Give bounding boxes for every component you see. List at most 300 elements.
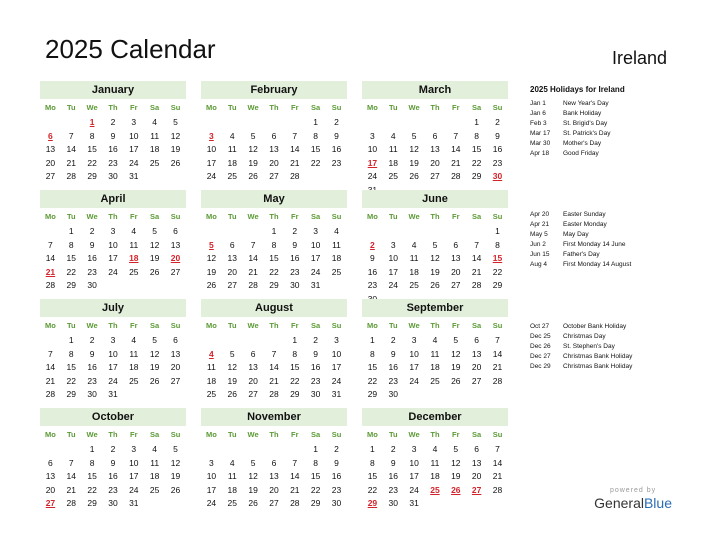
- day-cell: 24: [206, 498, 217, 508]
- weekday-label: Mo: [367, 103, 378, 112]
- day-cell: 25: [430, 375, 440, 386]
- day-cell: 20: [248, 375, 258, 386]
- weekday-label: Mo: [45, 103, 56, 112]
- month-name: February: [201, 81, 347, 99]
- holiday-day-cell: 30: [492, 171, 503, 181]
- day-cell: 29: [492, 280, 503, 290]
- day-cell: 17: [129, 471, 139, 481]
- month-august: [201, 299, 347, 402]
- week-row: [201, 130, 347, 144]
- day-cell: 4: [152, 117, 157, 127]
- day-cell: 17: [409, 362, 419, 372]
- day-cell: 26: [170, 157, 181, 168]
- day-cell: 9: [89, 239, 95, 250]
- weekday-header-row: [362, 209, 508, 225]
- day-cell: 16: [388, 471, 398, 481]
- weekday-label: We: [408, 103, 420, 112]
- holiday-item: [530, 99, 610, 109]
- day-cell: [264, 116, 285, 130]
- day-cell: 3: [370, 130, 375, 141]
- day-cell: 2: [89, 335, 95, 345]
- day-cell: 18: [149, 144, 160, 154]
- week-row: [362, 334, 508, 348]
- day-cell: 12: [227, 362, 237, 372]
- day-cell: 22: [66, 375, 76, 386]
- weekday-label: Th: [430, 212, 440, 221]
- weekday-label: Tu: [227, 212, 237, 221]
- weekday-label: Mo: [45, 430, 56, 439]
- holiday-name: Father's Day: [563, 251, 600, 258]
- day-cell: 26: [248, 498, 258, 508]
- day-cell: [445, 116, 466, 130]
- day-cell: 22: [310, 484, 321, 495]
- day-cell: 3: [209, 457, 214, 468]
- weekday-label: We: [247, 212, 259, 221]
- day-cell: 5: [250, 457, 256, 468]
- day-cell: 2: [89, 226, 95, 236]
- day-cell: 7: [495, 335, 500, 345]
- day-cell: 4: [152, 444, 157, 454]
- holiday-day-cell: 27: [45, 498, 56, 508]
- weekday-label: Sa: [472, 321, 482, 330]
- weekday-label: Mo: [367, 430, 378, 439]
- day-cell: 29: [290, 389, 300, 399]
- day-cell: 28: [45, 389, 56, 399]
- day-cell: 14: [492, 348, 503, 359]
- day-cell: 19: [248, 157, 258, 168]
- day-cell: 6: [48, 457, 53, 468]
- day-cell: 1: [495, 226, 500, 236]
- day-cell: 8: [89, 130, 95, 141]
- day-cell: 10: [388, 253, 398, 263]
- holiday-name: October Bank Holiday: [563, 323, 627, 330]
- day-cell: 22: [310, 157, 321, 168]
- weekday-label: We: [408, 212, 420, 221]
- day-cell: 4: [432, 444, 438, 454]
- day-cell: 5: [411, 130, 417, 141]
- day-cell: 20: [45, 157, 56, 168]
- holiday-name: Christmas Bank Holiday: [563, 353, 633, 360]
- day-cell: [264, 334, 285, 348]
- day-cell: 13: [227, 253, 237, 263]
- day-cell: 15: [290, 362, 300, 372]
- weekday-label: Mo: [367, 212, 378, 221]
- day-cell: 6: [271, 130, 277, 141]
- week-row: [362, 497, 508, 511]
- day-cell: 30: [388, 498, 398, 508]
- day-cell: 22: [269, 266, 279, 277]
- day-cell: 24: [409, 484, 419, 495]
- day-cell: [466, 497, 487, 511]
- day-cell: 11: [227, 471, 237, 481]
- month-november: [201, 408, 347, 511]
- month-september: [362, 299, 508, 402]
- holiday-name: Bank Holiday: [563, 110, 602, 117]
- month-name: May: [201, 190, 347, 208]
- day-cell: 13: [430, 144, 440, 154]
- day-cell: [165, 279, 186, 293]
- weekday-label: We: [408, 321, 420, 330]
- day-cell: 9: [89, 348, 95, 359]
- day-cell: 20: [471, 471, 482, 481]
- day-cell: 12: [248, 144, 258, 154]
- day-cell: 25: [129, 375, 139, 386]
- day-cell: 12: [206, 253, 217, 263]
- holiday-name: Mother's Day: [563, 140, 602, 147]
- brand-name: [594, 495, 672, 512]
- day-cell: 9: [110, 130, 116, 141]
- week-row: [201, 143, 347, 157]
- day-cell: 29: [87, 171, 97, 181]
- day-cell: 1: [89, 444, 95, 454]
- week-row: [362, 279, 508, 293]
- day-cell: 25: [129, 266, 139, 277]
- week-row: [362, 484, 508, 498]
- holiday-item: [530, 210, 631, 220]
- day-cell: 16: [108, 144, 118, 154]
- day-cell: 31: [409, 498, 419, 508]
- day-cell: 22: [87, 157, 97, 168]
- day-cell: 10: [206, 144, 217, 154]
- day-cell: 11: [332, 239, 341, 250]
- day-cell: 11: [388, 144, 398, 154]
- month-name: July: [40, 299, 186, 317]
- day-cell: 20: [471, 362, 482, 372]
- day-cell: 19: [170, 471, 181, 481]
- day-cell: 2: [334, 117, 339, 127]
- day-cell: 23: [290, 266, 300, 277]
- day-cell: 13: [471, 348, 482, 359]
- day-cell: 9: [495, 130, 500, 141]
- weekday-label: Tu: [66, 212, 76, 221]
- weekday-label: Fr: [291, 212, 299, 221]
- day-cell: 11: [409, 253, 419, 263]
- weekday-label: Su: [331, 103, 342, 112]
- day-cell: 9: [334, 130, 339, 141]
- week-row: [201, 239, 347, 253]
- weekday-label: Fr: [291, 430, 299, 439]
- week-row: [362, 266, 508, 280]
- day-cell: 17: [206, 484, 217, 495]
- weekday-label: Fr: [452, 212, 460, 221]
- day-cell: 28: [290, 171, 300, 181]
- day-cell: 10: [331, 348, 342, 359]
- week-row: [201, 279, 347, 293]
- day-cell: 11: [129, 239, 139, 250]
- day-cell: [123, 388, 144, 402]
- day-cell: 26: [149, 375, 160, 386]
- day-cell: 12: [248, 471, 258, 481]
- weekday-label: Fr: [130, 430, 138, 439]
- day-cell: [165, 388, 186, 402]
- week-row: [40, 361, 186, 375]
- day-cell: 19: [451, 471, 461, 481]
- day-cell: 13: [170, 239, 181, 250]
- day-cell: 5: [250, 130, 256, 141]
- day-cell: 7: [68, 457, 74, 468]
- day-cell: 30: [108, 498, 118, 508]
- day-cell: [201, 116, 222, 130]
- week-rows: [40, 225, 186, 293]
- day-cell: 16: [492, 144, 503, 154]
- day-cell: 2: [495, 117, 500, 127]
- day-cell: 2: [390, 335, 396, 345]
- powered-by-label: powered by: [609, 487, 657, 494]
- weekday-label: Tu: [66, 103, 76, 112]
- month-february: [201, 81, 347, 184]
- month-name: April: [40, 190, 186, 208]
- day-cell: 10: [129, 457, 139, 468]
- day-cell: 12: [170, 130, 181, 141]
- week-rows: [201, 225, 347, 293]
- week-row: [201, 170, 347, 184]
- week-row: [362, 375, 508, 389]
- day-cell: 27: [45, 171, 56, 181]
- day-cell: 6: [173, 226, 178, 236]
- page-title: 2025 Calendar: [45, 34, 216, 64]
- day-cell: 19: [227, 375, 237, 386]
- day-cell: [425, 116, 446, 130]
- day-cell: 7: [48, 239, 53, 250]
- day-cell: 7: [474, 239, 479, 250]
- day-cell: [165, 170, 186, 184]
- weekday-header-row: [362, 318, 508, 334]
- week-row: [362, 239, 508, 253]
- weekday-label: Mo: [367, 321, 378, 330]
- weekday-label: Th: [430, 103, 440, 112]
- day-cell: [383, 116, 404, 130]
- holiday-day-cell: 15: [492, 253, 503, 263]
- day-cell: 6: [229, 239, 235, 250]
- day-cell: 14: [471, 253, 482, 263]
- weekday-label: Fr: [130, 212, 138, 221]
- holiday-date: Dec 27: [530, 353, 551, 360]
- weekday-label: Th: [430, 321, 440, 330]
- day-cell: [425, 225, 446, 239]
- weekday-label: Th: [269, 212, 279, 221]
- day-cell: 24: [409, 375, 419, 386]
- day-cell: 26: [409, 171, 419, 181]
- weekday-label: Tu: [388, 103, 398, 112]
- day-cell: [362, 225, 383, 239]
- holiday-day-cell: 20: [170, 253, 181, 263]
- day-cell: [264, 443, 285, 457]
- holiday-name: New Year's Day: [563, 100, 609, 107]
- holiday-group: [530, 99, 610, 159]
- holiday-item: [530, 352, 632, 362]
- weekday-header-row: [201, 209, 347, 225]
- day-cell: 28: [492, 484, 503, 495]
- day-cell: 27: [269, 498, 279, 508]
- holiday-day-cell: 6: [48, 130, 53, 141]
- weekday-label: Fr: [452, 321, 460, 330]
- weekday-label: Fr: [452, 430, 460, 439]
- day-cell: 5: [152, 226, 157, 236]
- day-cell: 13: [269, 471, 279, 481]
- day-cell: 20: [430, 157, 440, 168]
- week-row: [201, 116, 347, 130]
- holiday-day-cell: 18: [129, 253, 139, 263]
- week-row: [40, 252, 186, 266]
- week-rows: [201, 116, 347, 184]
- day-cell: 5: [152, 335, 157, 345]
- day-cell: [144, 388, 165, 402]
- day-cell: 26: [149, 266, 160, 277]
- day-cell: [425, 388, 446, 402]
- day-cell: 7: [292, 457, 298, 468]
- holiday-name: First Monday 14 August: [563, 261, 632, 268]
- day-cell: 5: [229, 348, 235, 359]
- holiday-date: Mar 17: [530, 130, 551, 137]
- day-cell: 21: [471, 266, 482, 277]
- day-cell: [404, 388, 425, 402]
- day-cell: 30: [290, 280, 300, 290]
- week-row: [362, 170, 508, 184]
- day-cell: 7: [292, 130, 298, 141]
- holiday-name: St. Brigid's Day: [563, 120, 608, 127]
- day-cell: 15: [66, 362, 76, 372]
- week-row: [40, 116, 186, 130]
- holiday-day-cell: 4: [209, 348, 214, 359]
- day-cell: 31: [129, 171, 139, 181]
- weekday-label: Su: [170, 430, 181, 439]
- brand-logo: [594, 486, 672, 512]
- weekday-label: Tu: [388, 321, 398, 330]
- day-cell: 1: [313, 117, 318, 127]
- holiday-name: St. Patrick's Day: [563, 130, 611, 137]
- week-row: [362, 361, 508, 375]
- day-cell: 23: [87, 375, 97, 386]
- holiday-item: [530, 220, 631, 230]
- weekday-header-row: [201, 100, 347, 116]
- day-cell: 28: [66, 498, 76, 508]
- day-cell: 27: [248, 389, 258, 399]
- day-cell: 13: [451, 253, 461, 263]
- weekday-label: Mo: [45, 321, 56, 330]
- day-cell: 8: [495, 239, 500, 250]
- day-cell: [40, 443, 61, 457]
- day-cell: 5: [173, 444, 178, 454]
- holiday-item: [530, 230, 631, 240]
- holiday-item: [530, 332, 632, 342]
- day-cell: 13: [248, 362, 258, 372]
- weekday-label: Sa: [311, 321, 321, 330]
- week-row: [40, 334, 186, 348]
- day-cell: 11: [430, 348, 440, 359]
- week-row: [201, 266, 347, 280]
- day-cell: 24: [206, 171, 217, 181]
- day-cell: 12: [149, 239, 160, 250]
- day-cell: 25: [331, 266, 342, 277]
- week-row: [362, 116, 508, 130]
- holiday-name: Easter Monday: [563, 221, 607, 228]
- day-cell: 4: [411, 239, 417, 250]
- weekday-header-row: [40, 100, 186, 116]
- day-cell: 3: [131, 444, 137, 454]
- day-cell: 18: [227, 484, 237, 495]
- day-cell: 23: [492, 157, 503, 168]
- day-cell: 3: [334, 335, 339, 345]
- week-row: [201, 334, 347, 348]
- day-cell: [243, 225, 264, 239]
- day-cell: 19: [149, 253, 160, 263]
- day-cell: 30: [87, 389, 97, 399]
- day-cell: 24: [367, 171, 378, 181]
- day-cell: 11: [150, 130, 160, 141]
- week-row: [40, 457, 186, 471]
- day-cell: [466, 225, 487, 239]
- week-row: [362, 388, 508, 402]
- day-cell: 4: [131, 335, 137, 345]
- day-cell: [425, 497, 446, 511]
- day-cell: 15: [310, 144, 321, 154]
- day-cell: 7: [495, 444, 500, 454]
- day-cell: 1: [68, 335, 74, 345]
- day-cell: [404, 225, 425, 239]
- week-row: [362, 252, 508, 266]
- day-cell: 13: [45, 471, 56, 481]
- day-cell: 31: [331, 389, 342, 399]
- weekday-label: Mo: [206, 430, 217, 439]
- day-cell: 16: [87, 362, 97, 372]
- month-name: June: [362, 190, 508, 208]
- day-cell: 7: [271, 348, 277, 359]
- month-december: [362, 408, 508, 511]
- holiday-item: [530, 240, 631, 250]
- day-cell: [487, 388, 508, 402]
- day-cell: 9: [313, 348, 318, 359]
- week-row: [40, 225, 186, 239]
- weekday-label: Mo: [206, 321, 217, 330]
- day-cell: 25: [388, 171, 398, 181]
- holiday-date: Dec 25: [530, 333, 551, 340]
- weekday-header-row: [362, 427, 508, 443]
- brand-name-part2: Blue: [643, 495, 672, 511]
- weekday-label: Fr: [130, 103, 138, 112]
- day-cell: 20: [45, 484, 56, 495]
- month-name: September: [362, 299, 508, 317]
- day-cell: 23: [108, 157, 118, 168]
- day-cell: [284, 116, 305, 130]
- weekday-label: Fr: [291, 321, 299, 330]
- day-cell: 29: [87, 498, 97, 508]
- weekday-label: Sa: [472, 430, 482, 439]
- day-cell: 2: [334, 444, 339, 454]
- holiday-item: [530, 109, 610, 119]
- day-cell: [61, 116, 82, 130]
- holiday-group: [530, 322, 632, 372]
- weekday-label: Tu: [388, 212, 398, 221]
- day-cell: 2: [110, 444, 116, 454]
- weekday-label: Mo: [206, 103, 217, 112]
- week-row: [201, 361, 347, 375]
- day-cell: [165, 497, 186, 511]
- month-march: [362, 81, 508, 197]
- brand-name-part1: General: [594, 495, 644, 511]
- day-cell: [445, 225, 466, 239]
- day-cell: [40, 225, 61, 239]
- day-cell: 29: [471, 171, 482, 181]
- weekday-label: Th: [108, 430, 118, 439]
- holiday-date: Mar 30: [530, 140, 551, 147]
- day-cell: 18: [206, 375, 217, 386]
- weekday-label: Su: [170, 103, 181, 112]
- holiday-date: May 5: [530, 231, 548, 238]
- day-cell: 8: [370, 348, 375, 359]
- weekday-label: We: [247, 103, 259, 112]
- holiday-name: St. Stephen's Day: [563, 343, 615, 350]
- day-cell: 9: [390, 348, 396, 359]
